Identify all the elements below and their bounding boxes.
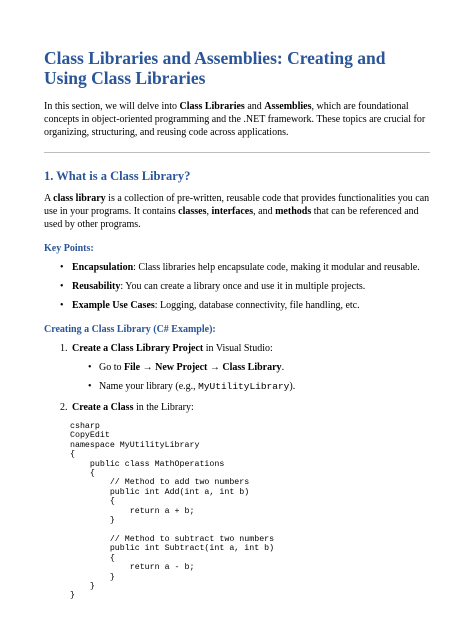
def-text: , [206,206,212,217]
def-term: methods [275,206,312,217]
step-1-sub-list [44,361,430,393]
def-text: is a collection of pre-written, reusable code that provides functionalities you can use in your programs. It contains [44,193,430,217]
sub-text: Name your library (e.g., [99,381,199,392]
intro-text: In this section, we will delve into [44,101,180,112]
list-item [60,299,430,312]
intro-term-class-libraries: Class Libraries [179,101,245,112]
bullet-icon: • [60,300,64,311]
section-heading: 1. What is a Class Library? [44,169,191,183]
intro-paragraph [44,100,430,139]
page-title: Class Libraries and Assemblies: Creating and Using Class Libraries [44,48,386,88]
section-divider [44,152,430,153]
def-term: interfaces [211,206,254,217]
code-block: csharp CopyEdit namespace MyUtilityLibrary { public class MathOperations { // Method to add two numbers public int Add(int a, int b) { return a + b; } // Method to subtract two numbers public int Subtract(int a, int b) { return a - b; } } } [70,422,275,601]
subsection-heading: Creating a Class Library (C# Example): [44,324,216,335]
step-title: Create a Class [72,402,134,413]
sub-text: Go to [99,362,124,373]
menu-path: File → New Project → Class Library [124,362,282,373]
inline-code: MyUtilityLibrary [198,381,290,392]
intro-term-assemblies: Assemblies [264,101,312,112]
step-number: 1. [60,343,68,354]
def-term: class library [53,193,106,204]
key-point-term: Example Use Cases [72,300,155,311]
step-number: 2. [60,402,68,413]
sub-text: ). [289,381,296,392]
bullet-icon: • [60,262,64,273]
step-2 [44,401,430,414]
step-text: in the Library: [133,402,194,413]
intro-text: and [244,101,265,112]
list-item [88,361,430,374]
key-point-term: Reusability [72,281,121,292]
key-point-text: : You can create a library once and use it in multiple projects. [120,281,366,292]
key-points-list [44,261,430,312]
list-item [60,280,430,293]
sub-text: . [281,362,285,373]
definition-paragraph [44,192,430,231]
def-text: A [44,193,54,204]
list-item [88,380,430,393]
step-text: in Visual Studio: [203,343,273,354]
key-point-text: : Logging, database connectivity, file handling, etc. [154,300,360,311]
def-term: classes [178,206,207,217]
bullet-icon: • [88,381,92,392]
bullet-icon: • [60,281,64,292]
step-1 [44,342,430,355]
def-text: that can be referenced and used by other programs. [44,206,419,230]
key-point-text: : Class libraries help encapsulate code, making it modular and reusable. [133,262,420,273]
list-item [60,261,430,274]
bullet-icon: • [88,362,92,373]
intro-text: , which are foundational concepts in object-oriented programming and the .NET framework. These topics are crucial for organizing, structuring, and reusing code across applications. [44,101,426,138]
step-title: Create a Class Library Project [72,343,204,354]
key-point-term: Encapsulation [72,262,134,273]
key-points-heading: Key Points: [44,243,94,254]
def-text: , and [253,206,276,217]
